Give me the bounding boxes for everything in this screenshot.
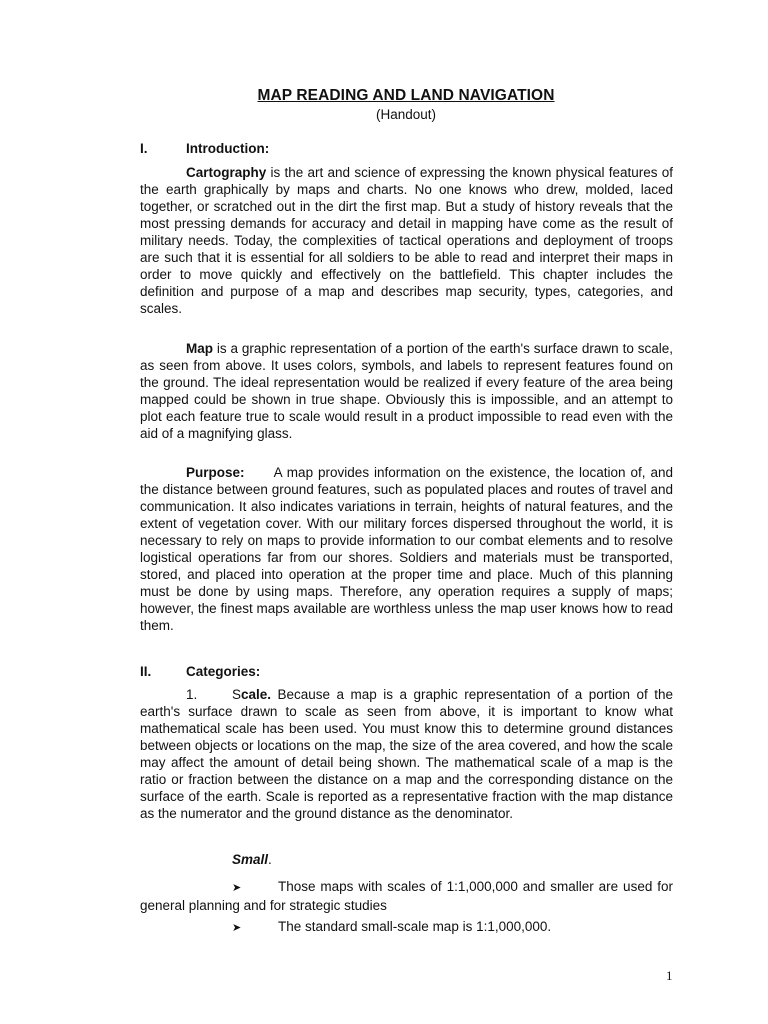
arrowhead-bullet-icon: ➤ — [232, 922, 242, 934]
list-item — [140, 918, 673, 937]
page-number: 1 — [666, 968, 673, 983]
arrowhead-bullet-icon: ➤ — [232, 882, 242, 894]
paragraph-text: Because a map is a graphic representation of a portion of the earth's surface drawn to scale as seen from above, it is important to know what mathematical scale has been used. You must know this to determine ground distances between objects or locations on the map, the size of the area covered, and how the scale may affect the amount of detail being shown. The mathematical scale of a map is the ratio or fraction between the distance on a map and the corresponding distance on the surface of the earth. Scale is reported as a representative fraction with the map distance as the numerator and the ground distance as the denominator. — [140, 687, 673, 821]
term-scale: cale. — [241, 687, 272, 702]
paragraph-text: is the art and science of expressing the known physical features of the earth graphically by maps and charts. No one knows who drew, molded, laced together, or scratched out in the dirt the first map. But a study of history reveals that the most pressing demands for accuracy and detail in mapping have come as the result of military needs. Today, the complexities of tactical operations and deployment of troops are such that it is essential for all soldiers to be able to read and interpret their maps in order to move quickly and effectively on the battlefield. This chapter includes the definition and purpose of a map and describes map security, types, categories, and scales. — [140, 165, 673, 316]
paragraph-text: is a graphic representation of a portion of the earth's surface drawn to scale, as seen from above. It uses colors, symbols, and labels to represent features found on the ground. The ideal representation would be realized if every feature of the area being mapped could be shown in true shape. Obviously this is impossible, and an attempt to plot each feature true to scale would result in a product impossible to read even with the aid of a magnifying glass. — [140, 341, 673, 441]
small-label: Small — [232, 852, 269, 867]
paragraph-text: A map provides information on the existence, the location of, and the distance between ground features, such as populated places and routes of travel and communication. It also indicates variations in terrain, heights of natural features, and the extent of vegetation cover. With our military forces dispersed throughout the world, it is necessary to rely on maps to provide information to our combat elements and to resolve logistical operations far from our shores. Soldiers and materials must be transported, stored, and placed into operation at the proper time and place. Much of this planning must be done by using maps. Therefore, any operation requires a supply of maps; however, the finest maps available are worthless unless the map user knows how to read them. — [140, 465, 677, 633]
item-number: 1. — [186, 687, 198, 702]
term-scale-initial: S — [232, 687, 242, 702]
page-subtitle: (Handout) — [375, 107, 437, 122]
term-map: Map — [186, 341, 213, 356]
term-cartography: Cartography — [186, 165, 267, 180]
paragraph-map — [140, 340, 673, 442]
section-heading-categories — [140, 664, 260, 679]
paragraph-scale — [140, 686, 673, 822]
section-title: Categories: — [186, 664, 261, 679]
section-number: I. — [140, 141, 148, 156]
bullet-text: Those maps with scales of 1:1,000,000 and smaller are used for general planning and for strategic studies — [140, 879, 673, 913]
bullet-text: The standard small-scale map is 1:1,000,000. — [278, 919, 552, 934]
paragraph-purpose — [140, 464, 677, 634]
section-title: Introduction: — [186, 141, 270, 156]
term-purpose: Purpose: — [186, 465, 245, 480]
subheading-small — [232, 852, 272, 867]
list-item — [140, 878, 673, 914]
paragraph-cartography — [140, 164, 673, 317]
section-heading-introduction — [140, 141, 269, 156]
page-title: MAP READING AND LAND NAVIGATION — [257, 87, 555, 104]
section-number: II. — [140, 664, 152, 679]
small-period: . — [268, 852, 272, 867]
